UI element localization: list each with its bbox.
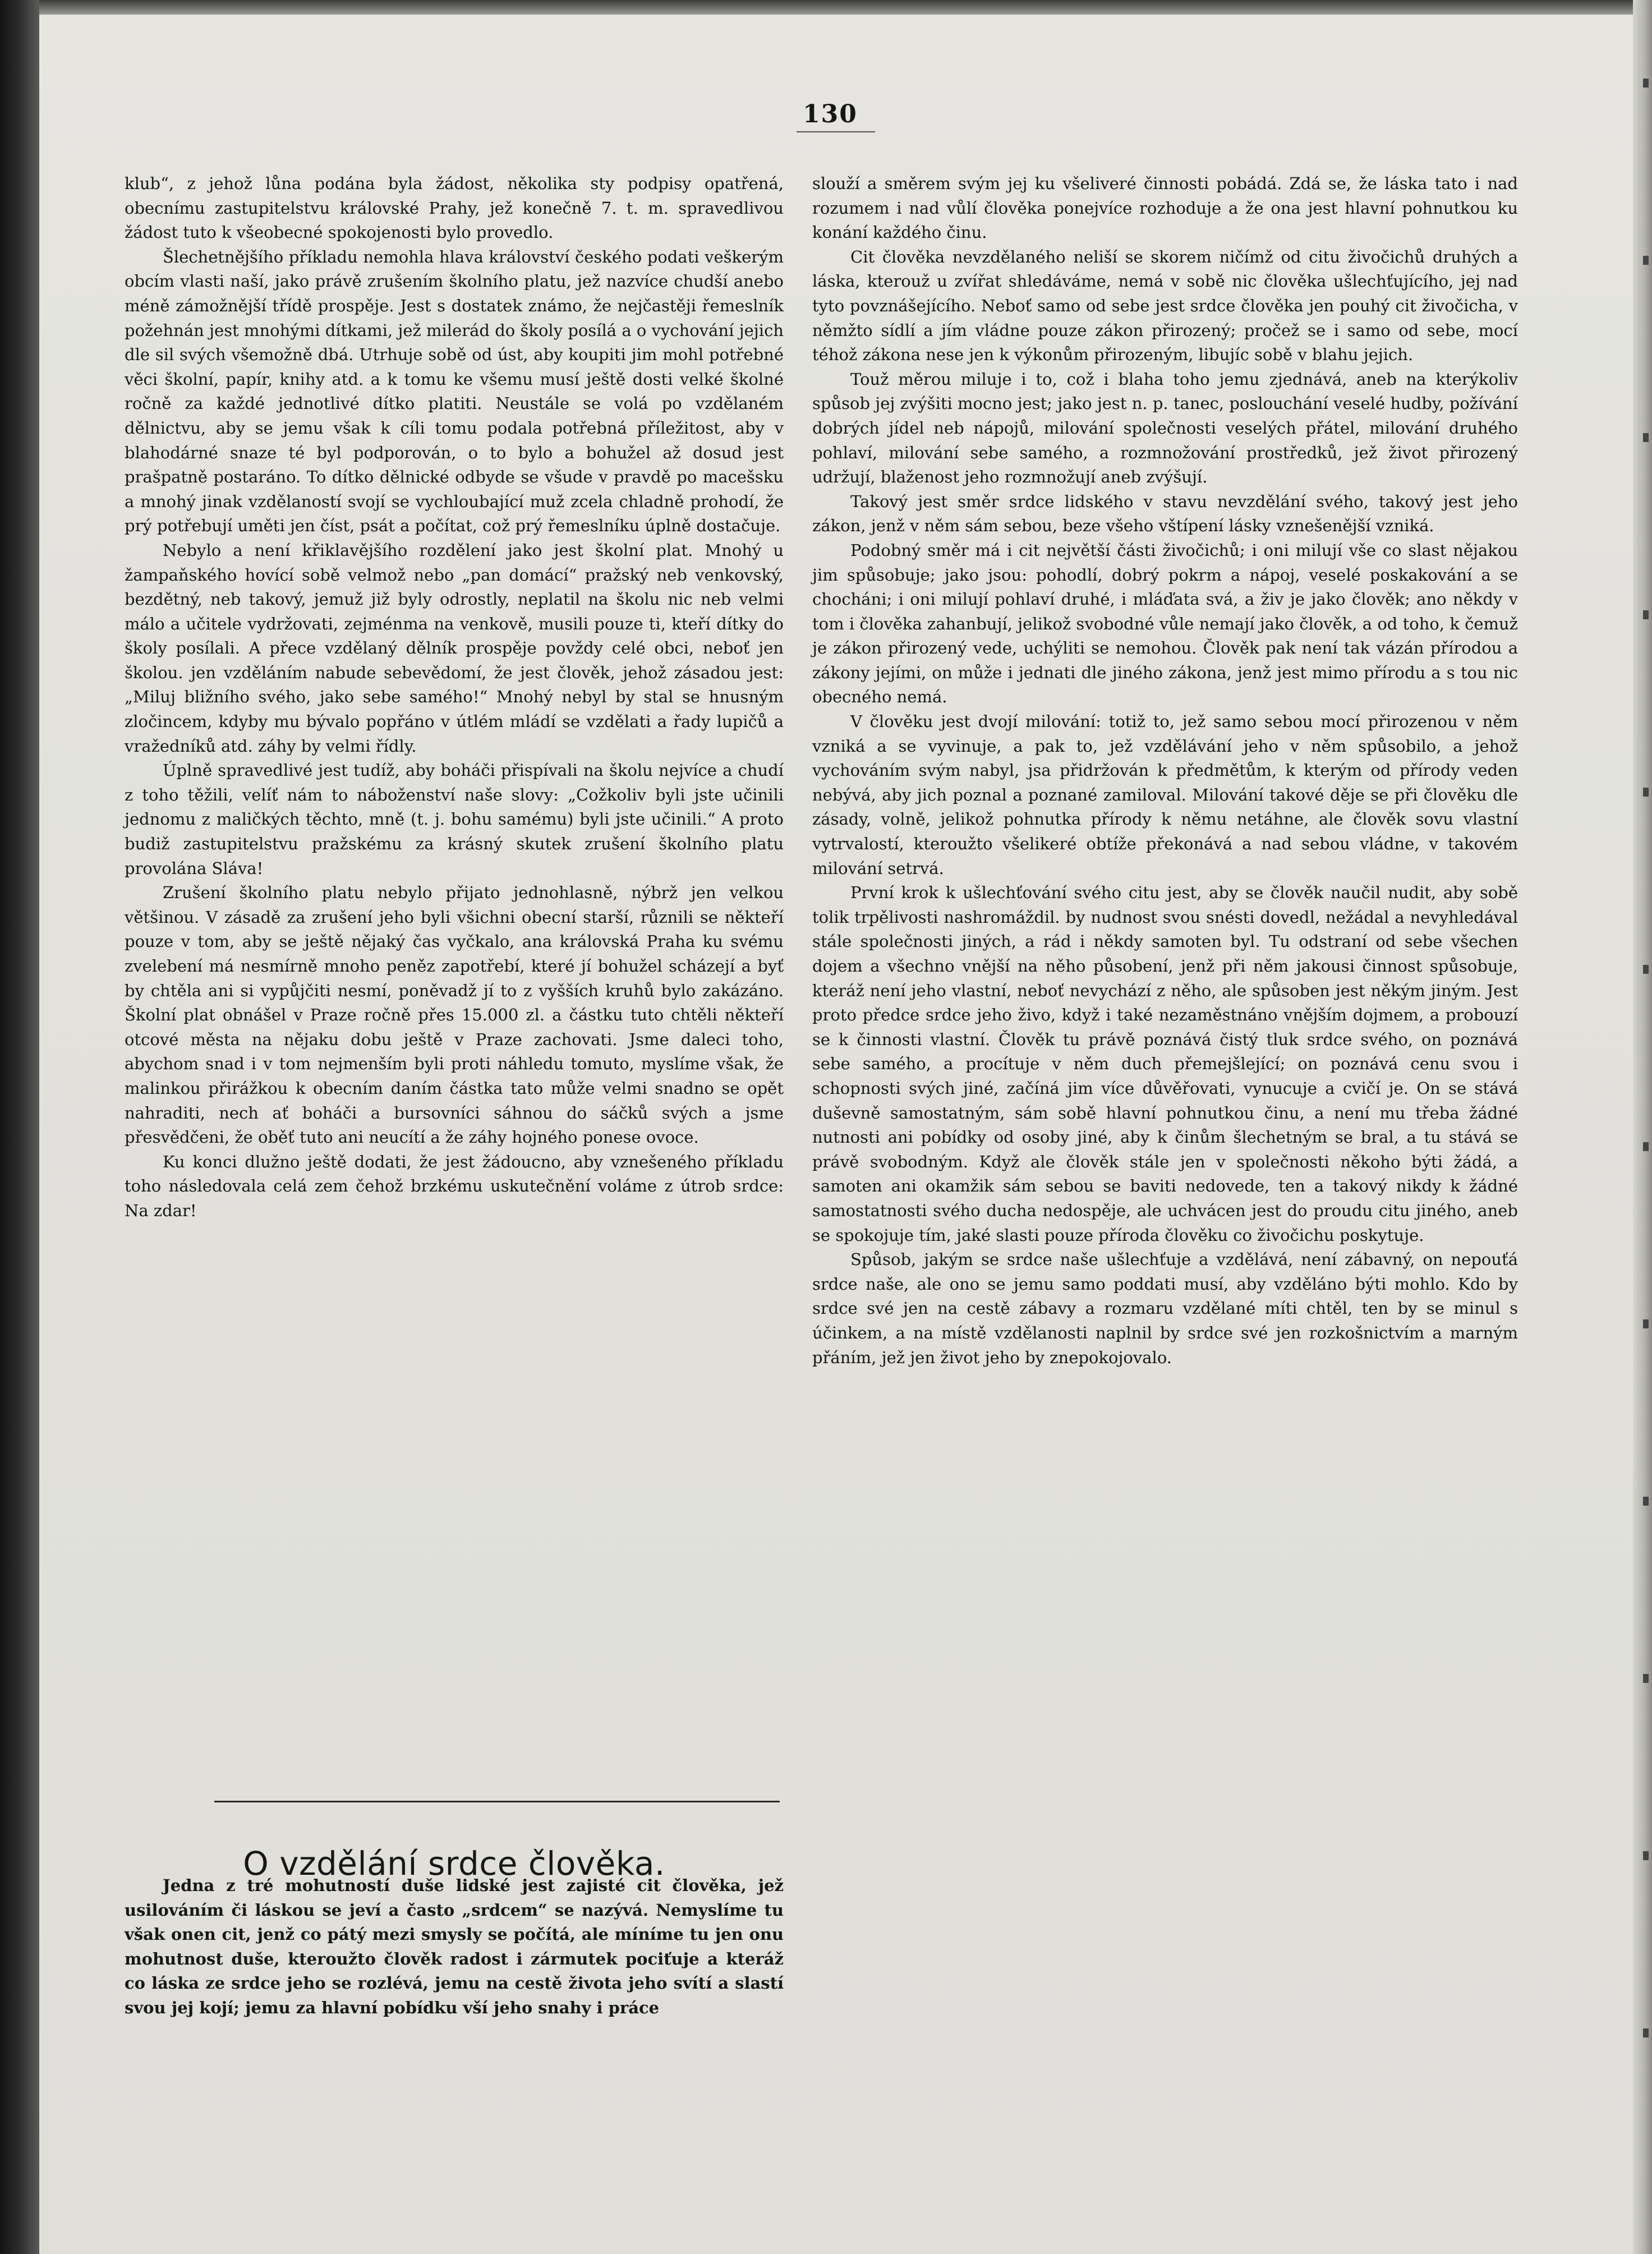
right-paragraph-2: Cit člověka nevzdělaného neliší se skorem ničímž od citu živočichů druhých a láska, kterouž u zvířat shledáváme, nemá v sobě nic člověka ušlechťujícího, jej nad tyto povznášejícího. Neboť samo od sebe jest srdce člověka jen pouhý cit živočicha, v němžto sídlí a jím vládne pouze zákon přirozený; pročež se i samo od sebe, mocí téhož zákona nese jen k výkonům přirozeným, libujíc sobě v blahu jejich. — [812, 247, 1518, 365]
scan-binding-shadow — [0, 0, 39, 2254]
right-paragraph-7: První krok k ušlechťování svého citu jest, aby se člověk naučil nudit, aby sobě tolik trpělivosti nashromáždil. by nudnost svou snésti dovedl, nežádal a nevyhledával stále společnosti jiných, a rád i někdy samoten byl. Tu odstraní od sebe všechen dojem a všechno vnější na něho působení, jenž při něm jakousi činnost spůsobuje, kteráž není jeho vlastní, neboť nevychází z něho, ale spůsoben jest někým jiným. Jest proto předce srdce jeho živo, když i také nezaměstnáno vnějším dojmem, a probouzí se k činnosti vlastní. Člověk tu právě poznává čistý tluk srdce svého, on poznává sebe samého, a procítuje v něm duch přemejšlející; on poznává cenu svou i schopnosti svých jiné, začíná jim více důvěřovati, vynucuje a cvičí je. On se stává duševně samostatným, sám sobě hlavní pohnutkou činu, a není mu třeba žádné nutnosti ani pobídky od osoby jiné, aby k činům šlechetným se bral, a tu stává se právě svobodným. Když ale člověk stále jen v společnosti někoho býti žádá, a samoten ani okamžik sám sebou se baviti nedovede, ten a takový nikdy k žádné samostatnosti svého ducha nedospěje, ale uchvácen jest do proudu citu jiného, aneb se spokojuje tím, jaké slasti pouze příroda člověku co živočichu poskytuje. — [812, 883, 1518, 1245]
section-divider — [214, 1801, 780, 1802]
left-paragraph-6: Ku konci dlužno ještě dodati, že jest žádoucno, aby vznešeného příkladu toho následovala celá zem čehož brzkému uskutečnění voláme z útrob srdce: Na zdar! — [125, 1152, 784, 1220]
article-lead-paragraph: Jedna z tré mohutností duše lidské jest zajisté cit člověka, jež usilováním či láskou se jeví a často „srdcem“ se nazývá. Nemyslíme tu však onen cit, jenž co pátý mezi smysly se počítá, ale míníme tu jen onu mohutnost duše, kteroužto člověk radost i zármutek pociťuje a kteráž co láska ze srdce jeho se rozlévá, jemu na cestě života jeho svítí a slastí svou jej kojí; jemu za hlavní pobídku vší jeho snahy i práce — [125, 1876, 784, 2017]
edge-marks — [1643, 79, 1649, 2210]
left-column — [125, 172, 784, 1223]
article-lead — [125, 1874, 784, 2021]
right-paragraph-8: Spůsob, jakým se srdce naše ušlechťuje a vzdělává, není zábavný, on nepouťá srdce naše, ale ono se jemu samo poddati musí, aby vzděláno býti mohlo. Kdo by srdce své jen na cestě zábavy a rozmaru vzdělané míti chtěl, ten by se minul s účinkem, a na místě vzdělanosti naplnil by srdce své jen rozkošnictvím a marným přáním, jež jen život jeho by znepokojovalo. — [812, 1250, 1518, 1367]
right-paragraph-3: Touž měrou miluje i to, což i blaha toho jemu zjednává, aneb na kterýkoliv spůsob jej zvýšiti mocno jest; jako jest n. p. tanec, poslouchání veselé hudby, požívání dobrých jídel neb nápojů, milování společnosti veselých přátel, milování druhého pohlaví, milování sebe samého, a rozmnožování prostředků, jež život přirozený udržují, blaženost jeho rozmnožují aneb zvýšují. — [812, 369, 1518, 487]
scan-right-edge — [1633, 0, 1652, 2254]
right-paragraph-1: slouží a směrem svým jej ku všeliveré činnosti pobádá. Zdá se, že láska tato i nad rozumem i nad vůlí člověka ponejvíce rozhoduje a že ona jest hlavní pohnutkou ku konání každého činu. — [812, 174, 1518, 242]
page-number-rule — [797, 131, 875, 132]
right-column — [812, 172, 1518, 1370]
article-heading: O vzdělání srdce člověka. — [243, 1844, 665, 1883]
right-paragraph-5: Podobný směr má i cit největší části živočichů; i oni milují vše co slast nějakou jim spůsobuje; jako jsou: pohodlí, dobrý pokrm a nápoj, veselé poskakování a se chocháni; i oni milují pohlaví druhé, i mláďata svá, a živ je jako člověk; ano někdy v tom i člověka zahanbují, jelikož svobodné vůle nemají jako člověk, a od toho, k čemuž je zákon přirozený vede, uchýliti se nemohou. Člověk pak není tak vázán přírodou a zákony jejími, on může i jednati dle jiného zákona, jenž jest mimo přírodu a s tou nic obecného nemá. — [812, 540, 1518, 707]
left-paragraph-5: Zrušení školního platu nebylo přijato jednohlasně, nýbrž jen velkou většinou. V zásadě za zrušení jeho byli všichni obecní starší, různili se někteří pouze v tom, aby se ještě nějaký čas vyčkalo, ana královská Praha ku svému zvelebení má nesmírně mnoho peněz zapotřebí, které jí bohužel scházejí a byť by chtěla ani si vypůjčiti nesmí, poněvadž jí to z vyšších kruhů bylo zakázáno. Školní plat obnášel v Praze ročně přes 15.000 zl. a částku tuto chtěli někteří otcové města na nějaku dobu ještě v Praze zachovati. Jsme daleci toho, abychom snad i v tom nejmenším byli proti náhledu tomuto, myslíme však, že malinkou přirážkou k obecním daním částka tato může velmi snadno se opět nahraditi, nech ať boháči a bursovníci sáhnou do sáčků svých a jsme přesvědčeni, že oběť tuto ani neucítí a že záhy hojného ponese ovoce. — [125, 883, 784, 1147]
left-paragraph-3: Nebylo a není křiklavějšího rozdělení jako jest školní plat. Mnohý u žampaňského hovící sobě velmož nebo „pan domácí“ pražský neb venkovský, bezdětný, neb takový, jemuž již byly odrostly, neplatil na školu nic neb velmi málo a učitele vydržovati, zejménma na venkově, musili pouze ti, kteří dítky do školy posílali. A přece vzdělaný dělník prospěje povždy celé obci, neboť jen školou. jen vzděláním nabude sebevědomí, že jest člověk, jehož zásadou jest: „Miluj bližního svého, jako sebe samého!“ Mnohý nebyl by stal se hnusným zločincem, kdyby mu bývalo popřáno v útlém mládí se vzdělati a řady lupičů a vražedníků atd. záhy by velmi řídly. — [125, 540, 784, 756]
scan-top-edge — [0, 0, 1652, 15]
right-paragraph-4: Takový jest směr srdce lidského v stavu nevzdělání svého, takový jest jeho zákon, jenž v něm sám sebou, beze všeho vštípení lásky vznešenější vzniká. — [812, 491, 1518, 536]
right-paragraph-6: V člověku jest dvojí milování: totiž to, jež samo sebou mocí přirozenou v něm vzniká a se vyvinuje, a pak to, jež vzdělávání jeho v něm spůsobilo, a jehož vychováním svým nabyl, jsa přidržován k předmětům, k kterým od přírody veden nebývá, aby jich poznal a poznané zamiloval. Milování takové děje se při člověku dle zásady, volně, jelikož pohnutka přírody k němu netáhne, ale člověk sovu vlastní vytrvalostí, kteroužto všelikeré obtíže překonává a nad sebou vládne, v takovém milování setrvá. — [812, 712, 1518, 878]
left-paragraph-4: Úplně spravedlivé jest tudíž, aby boháči přispívali na školu nejvíce a chudí z toho těžili, velíť nám to náboženství naše slovy: „Cožkoliv byli jste učinili jednomu z maličkých těchto, mně (t. j. bohu samému) byli jste učinili.“ A proto budiž zastupitelstvu pražskému za krásný skutek zrušení školního platu provolána Sláva! — [125, 761, 784, 878]
page-number: 130 — [803, 100, 858, 128]
left-paragraph-1: klub“, z jehož lůna podána byla žádost, několika sty podpisy opatřená, obecnímu zastupitelstvu královské Prahy, jež konečně 7. t. m. spravedlivou žádost tuto k všeobecné spokojenosti bylo provedlo. — [125, 174, 784, 242]
left-paragraph-2: Šlechetnějšího příkladu nemohla hlava království českého podati veškerým obcím vlasti naší, jako právě zrušením školního platu, jež nazvíce chudší anebo méně zámožnější třídě prospěje. Jest s dostatek známo, že nejčastěji řemeslník požehnán jest mnohými dítkami, jež milerád do školy posílá a o vychování jejich dle sil svých všemožně dbá. Utrhuje sobě od úst, aby koupiti jim mohl potřebné věci školní, papír, knihy atd. a k tomu ke všemu musí ještě dosti velké školné ročně za každé jednotlivé dítko platiti. Neustále se volá po vzdělaném dělnictvu, aby se jemu však k cíli tomu podala potřebná příležitost, aby v blahodárné snaze té byl podporován, o to bylo a bohužel až dosud jest prašpatně postaráno. To dítko dělnické odbyde se všude v pravdě po macešsku a mnohý jinak vzdělaností svojí se vychloubající muž zcela chladně prohodí, že prý potřebují uměti jen číst, psát a počítat, což prý řemeslníku úplně dostačuje. — [125, 247, 784, 536]
